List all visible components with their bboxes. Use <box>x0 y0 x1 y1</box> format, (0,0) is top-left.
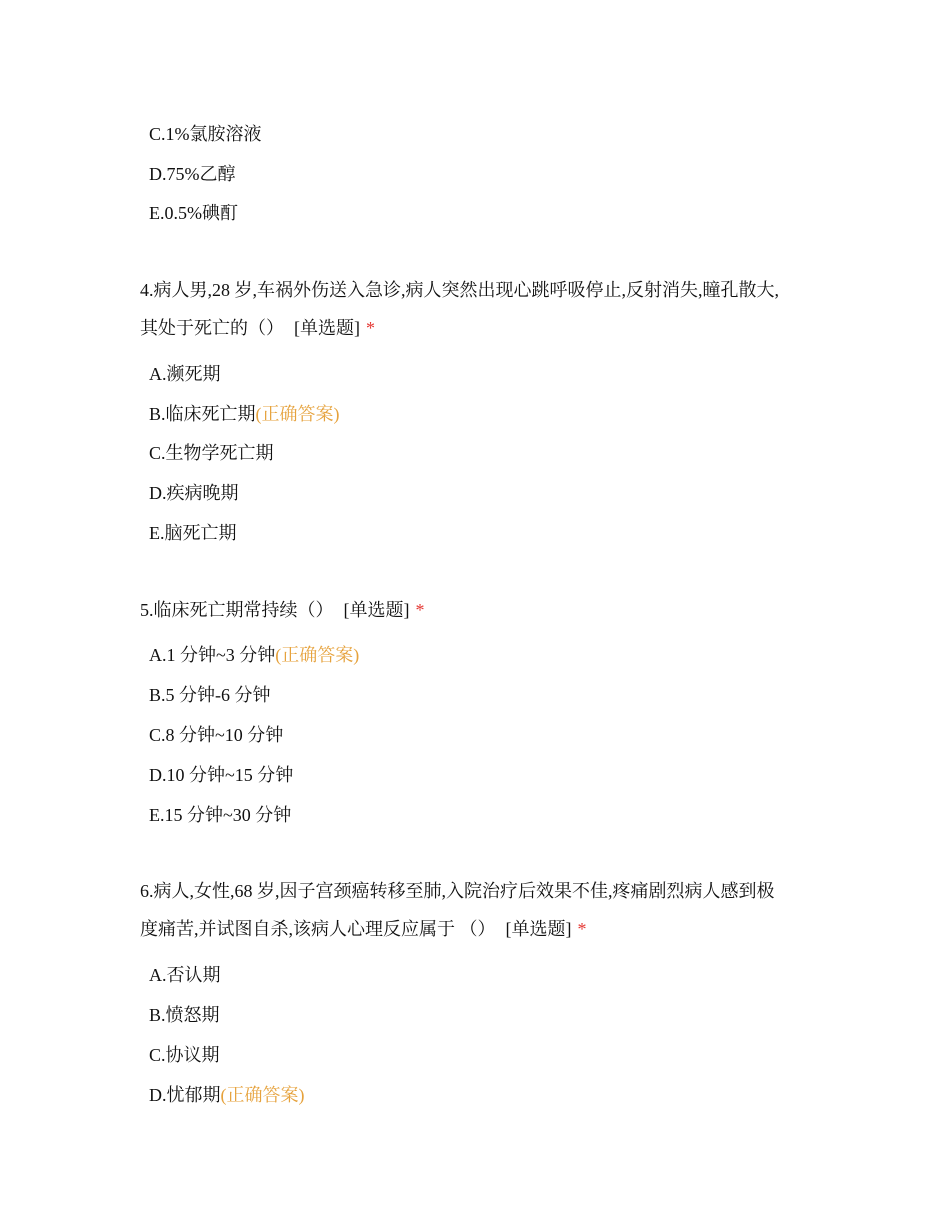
option-e <box>149 201 238 225</box>
option-text: B.临床死亡期 <box>149 404 256 424</box>
option-text: A.否认期 <box>149 965 221 985</box>
question-6-text-line1 <box>140 879 775 903</box>
question-type-label: [单选题] <box>505 919 572 939</box>
option-text: C.生物学死亡期 <box>149 443 274 463</box>
option-text: D.75%乙醇 <box>149 164 236 184</box>
question-type-label: [单选题] <box>294 318 360 338</box>
question-5-text-line1 <box>140 598 425 622</box>
question-text: 其处于死亡的（） <box>140 318 284 338</box>
required-mark: * <box>415 600 425 620</box>
question-6-text-line2 <box>140 917 587 941</box>
question-type-label: [单选题] <box>343 600 410 620</box>
question-text: 4.病人男,28 岁,车祸外伤送入急诊,病人突然出现心跳呼吸停止,反射消失,瞳孔散大, <box>140 280 779 300</box>
question-4-option-d <box>149 481 239 505</box>
option-text: B.愤怒期 <box>149 1005 220 1025</box>
question-4-option-a <box>149 362 221 386</box>
option-text: C.1%氯胺溶液 <box>149 124 262 144</box>
question-5-option-e <box>149 803 291 827</box>
required-mark: * <box>577 919 587 939</box>
question-4-text-line1 <box>140 278 779 302</box>
question-4-option-e <box>149 521 237 545</box>
option-text: C.协议期 <box>149 1045 220 1065</box>
question-5-option-a <box>149 643 359 667</box>
question-4-text-line2 <box>140 316 375 340</box>
correct-answer-label: (正确答案) <box>255 404 340 424</box>
question-5-option-d <box>149 763 293 787</box>
question-text: 度痛苦,并试图自杀,该病人心理反应属于 （） <box>140 919 496 939</box>
question-6-option-a <box>149 963 221 987</box>
option-text: E.0.5%碘酊 <box>149 203 238 223</box>
option-text: A.1 分钟~3 分钟 <box>149 645 276 665</box>
question-4-option-c <box>149 441 274 465</box>
question-6-option-b <box>149 1003 220 1027</box>
question-text: 5.临床死亡期常持续（） <box>140 600 334 620</box>
question-5-option-b <box>149 683 271 707</box>
option-text: C.8 分钟~10 分钟 <box>149 725 284 745</box>
option-text: A.濒死期 <box>149 364 221 384</box>
question-4-option-b <box>149 402 340 426</box>
option-text: D.疾病晚期 <box>149 483 239 503</box>
option-text: E.15 分钟~30 分钟 <box>149 805 292 825</box>
option-d <box>149 162 236 186</box>
option-text: B.5 分钟-6 分钟 <box>149 685 271 705</box>
question-5-option-c <box>149 723 283 747</box>
option-text: E.脑死亡期 <box>149 523 237 543</box>
required-mark: * <box>366 318 375 338</box>
correct-answer-label: (正确答案) <box>220 1085 305 1105</box>
option-text: D.忧郁期 <box>149 1085 221 1105</box>
question-6-option-c <box>149 1043 220 1067</box>
option-text: D.10 分钟~15 分钟 <box>149 765 294 785</box>
question-text: 6.病人,女性,68 岁,因子宫颈癌转移至肺,入院治疗后效果不佳,疼痛剧烈病人感到极 <box>140 881 775 901</box>
question-6-option-d <box>149 1083 305 1107</box>
correct-answer-label: (正确答案) <box>275 645 360 665</box>
option-c <box>149 122 262 146</box>
